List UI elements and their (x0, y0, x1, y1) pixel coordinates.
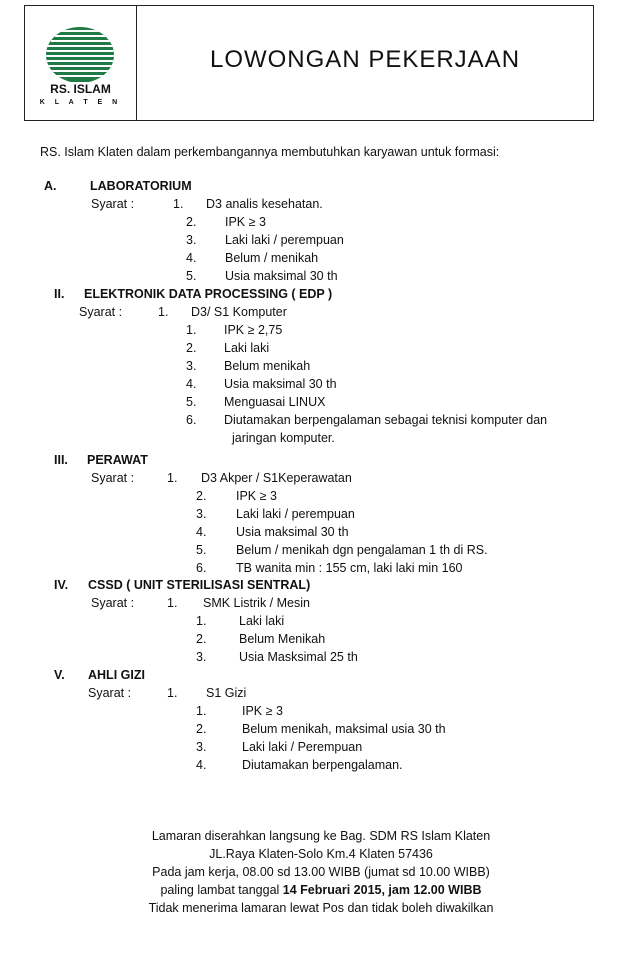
list-number: 2. (196, 632, 207, 646)
list-item: IPK ≥ 3 (236, 489, 277, 503)
section-ii-syarat-label: Syarat : (79, 305, 123, 319)
list-item: S1 Gizi (206, 686, 247, 700)
list-number: 2. (186, 215, 197, 229)
list-item: Belum menikah, maksimal usia 30 th (242, 722, 446, 736)
logo (25, 6, 137, 120)
footer-line-2: JL.Raya Klaten-Solo Km.4 Klaten 57436 (209, 847, 433, 861)
list-item: D3 analis kesehatan. (206, 197, 323, 211)
section-ii-title: ELEKTRONIK DATA PROCESSING ( EDP ) (84, 287, 333, 301)
list-item: Usia maksimal 30 th (224, 377, 337, 391)
list-number: 3. (186, 233, 197, 247)
list-item: Laki laki / perempuan (236, 507, 355, 521)
footer-line-3: Pada jam kerja, 08.00 sd 13.00 WIBB (jumat sd 10.00 WIBB) (152, 865, 490, 879)
list-number: 3. (186, 359, 197, 373)
list-item: Diutamakan berpengalaman sebagai teknisi komputer dan (224, 413, 548, 427)
section-a-title: LABORATORIUM (90, 179, 192, 193)
header-box (24, 5, 594, 121)
list-number: 4. (196, 525, 207, 539)
list-number: 3. (196, 650, 207, 664)
list-number: 3. (196, 507, 207, 521)
intro-text: RS. Islam Klaten dalam perkembangannya membutuhkan karyawan untuk formasi: (40, 145, 500, 159)
list-item: Laki laki / perempuan (225, 233, 344, 247)
list-item: Belum / menikah dgn pengalaman 1 th di RS. (236, 543, 488, 557)
footer-deadline: 14 Februari 2015, jam 12.00 WIBB (282, 883, 482, 897)
list-item: Diutamakan berpengalaman. (242, 758, 403, 772)
logo-city: K L A T E N (39, 99, 122, 106)
list-item: SMK Listrik / Mesin (203, 596, 310, 610)
section-a-marker: A. (44, 179, 57, 193)
list-number: 4. (196, 758, 207, 772)
list-number: 3. (196, 740, 207, 754)
section-ii-marker: II. (54, 287, 65, 301)
list-item: D3 Akper / S1Keperawatan (201, 471, 352, 485)
list-number: 2. (196, 722, 207, 736)
list-number: 5. (186, 395, 197, 409)
page-title: LOWONGAN PEKERJAAN (209, 46, 521, 73)
section-iv-title: CSSD ( UNIT STERILISASI SENTRAL) (88, 578, 311, 592)
list-item: D3/ S1 Komputer (191, 305, 287, 319)
list-number: 2. (196, 489, 207, 503)
list-number: 4. (186, 251, 197, 265)
list-item-continuation: jaringan komputer. (232, 431, 335, 445)
list-item: Belum / menikah (225, 251, 319, 265)
list-number: 5. (186, 269, 197, 283)
list-item: IPK ≥ 3 (225, 215, 266, 229)
section-v-marker: V. (54, 668, 65, 682)
list-item: IPK ≥ 2,75 (224, 323, 283, 337)
section-a-syarat-label: Syarat : (91, 197, 135, 211)
list-number: 1. (167, 471, 178, 485)
section-iv-marker: IV. (54, 578, 69, 592)
section-v-title: AHLI GIZI (88, 668, 145, 682)
hospital-logo-icon (33, 26, 128, 82)
list-number: 1. (186, 323, 197, 337)
list-number: 4. (186, 377, 197, 391)
logo-name: RS. ISLAM (50, 82, 111, 96)
list-number: 6. (186, 413, 197, 427)
list-item: IPK ≥ 3 (242, 704, 283, 718)
list-number: 5. (196, 543, 207, 557)
list-number: 6. (196, 561, 207, 575)
list-item: Laki laki (239, 614, 285, 628)
list-item: Laki laki (224, 341, 270, 355)
list-item: Belum menikah (224, 359, 311, 373)
footer-line-5: Tidak menerima lamaran lewat Pos dan tidak boleh diwakilkan (148, 901, 494, 915)
list-item: Usia maksimal 30 th (225, 269, 338, 283)
section-iii-title: PERAWAT (87, 453, 148, 467)
section-iv-syarat-label: Syarat : (91, 596, 135, 610)
list-item: Laki laki / Perempuan (242, 740, 363, 754)
list-number: 1. (167, 596, 178, 610)
list-number: 2. (186, 341, 197, 355)
list-number: 1. (167, 686, 178, 700)
footer-deadline-prefix: paling lambat tanggal (160, 883, 283, 897)
section-v-syarat-label: Syarat : (88, 686, 132, 700)
list-number: 1. (173, 197, 184, 211)
section-iii-marker: III. (54, 453, 68, 467)
footer-line-1: Lamaran diserahkan langsung ke Bag. SDM RS Islam Klaten (151, 829, 491, 843)
list-item: Usia maksimal 30 th (236, 525, 349, 539)
list-item: TB wanita min : 155 cm, laki laki min 160 (236, 561, 463, 575)
section-iii-syarat-label: Syarat : (91, 471, 135, 485)
list-item: Menguasai LINUX (224, 395, 326, 409)
list-item: Usia Masksimal 25 th (239, 650, 358, 664)
list-number: 1. (158, 305, 169, 319)
list-item: Belum Menikah (239, 632, 326, 646)
list-number: 1. (196, 704, 207, 718)
footer-line-4 (0, 883, 642, 897)
list-number: 1. (196, 614, 207, 628)
